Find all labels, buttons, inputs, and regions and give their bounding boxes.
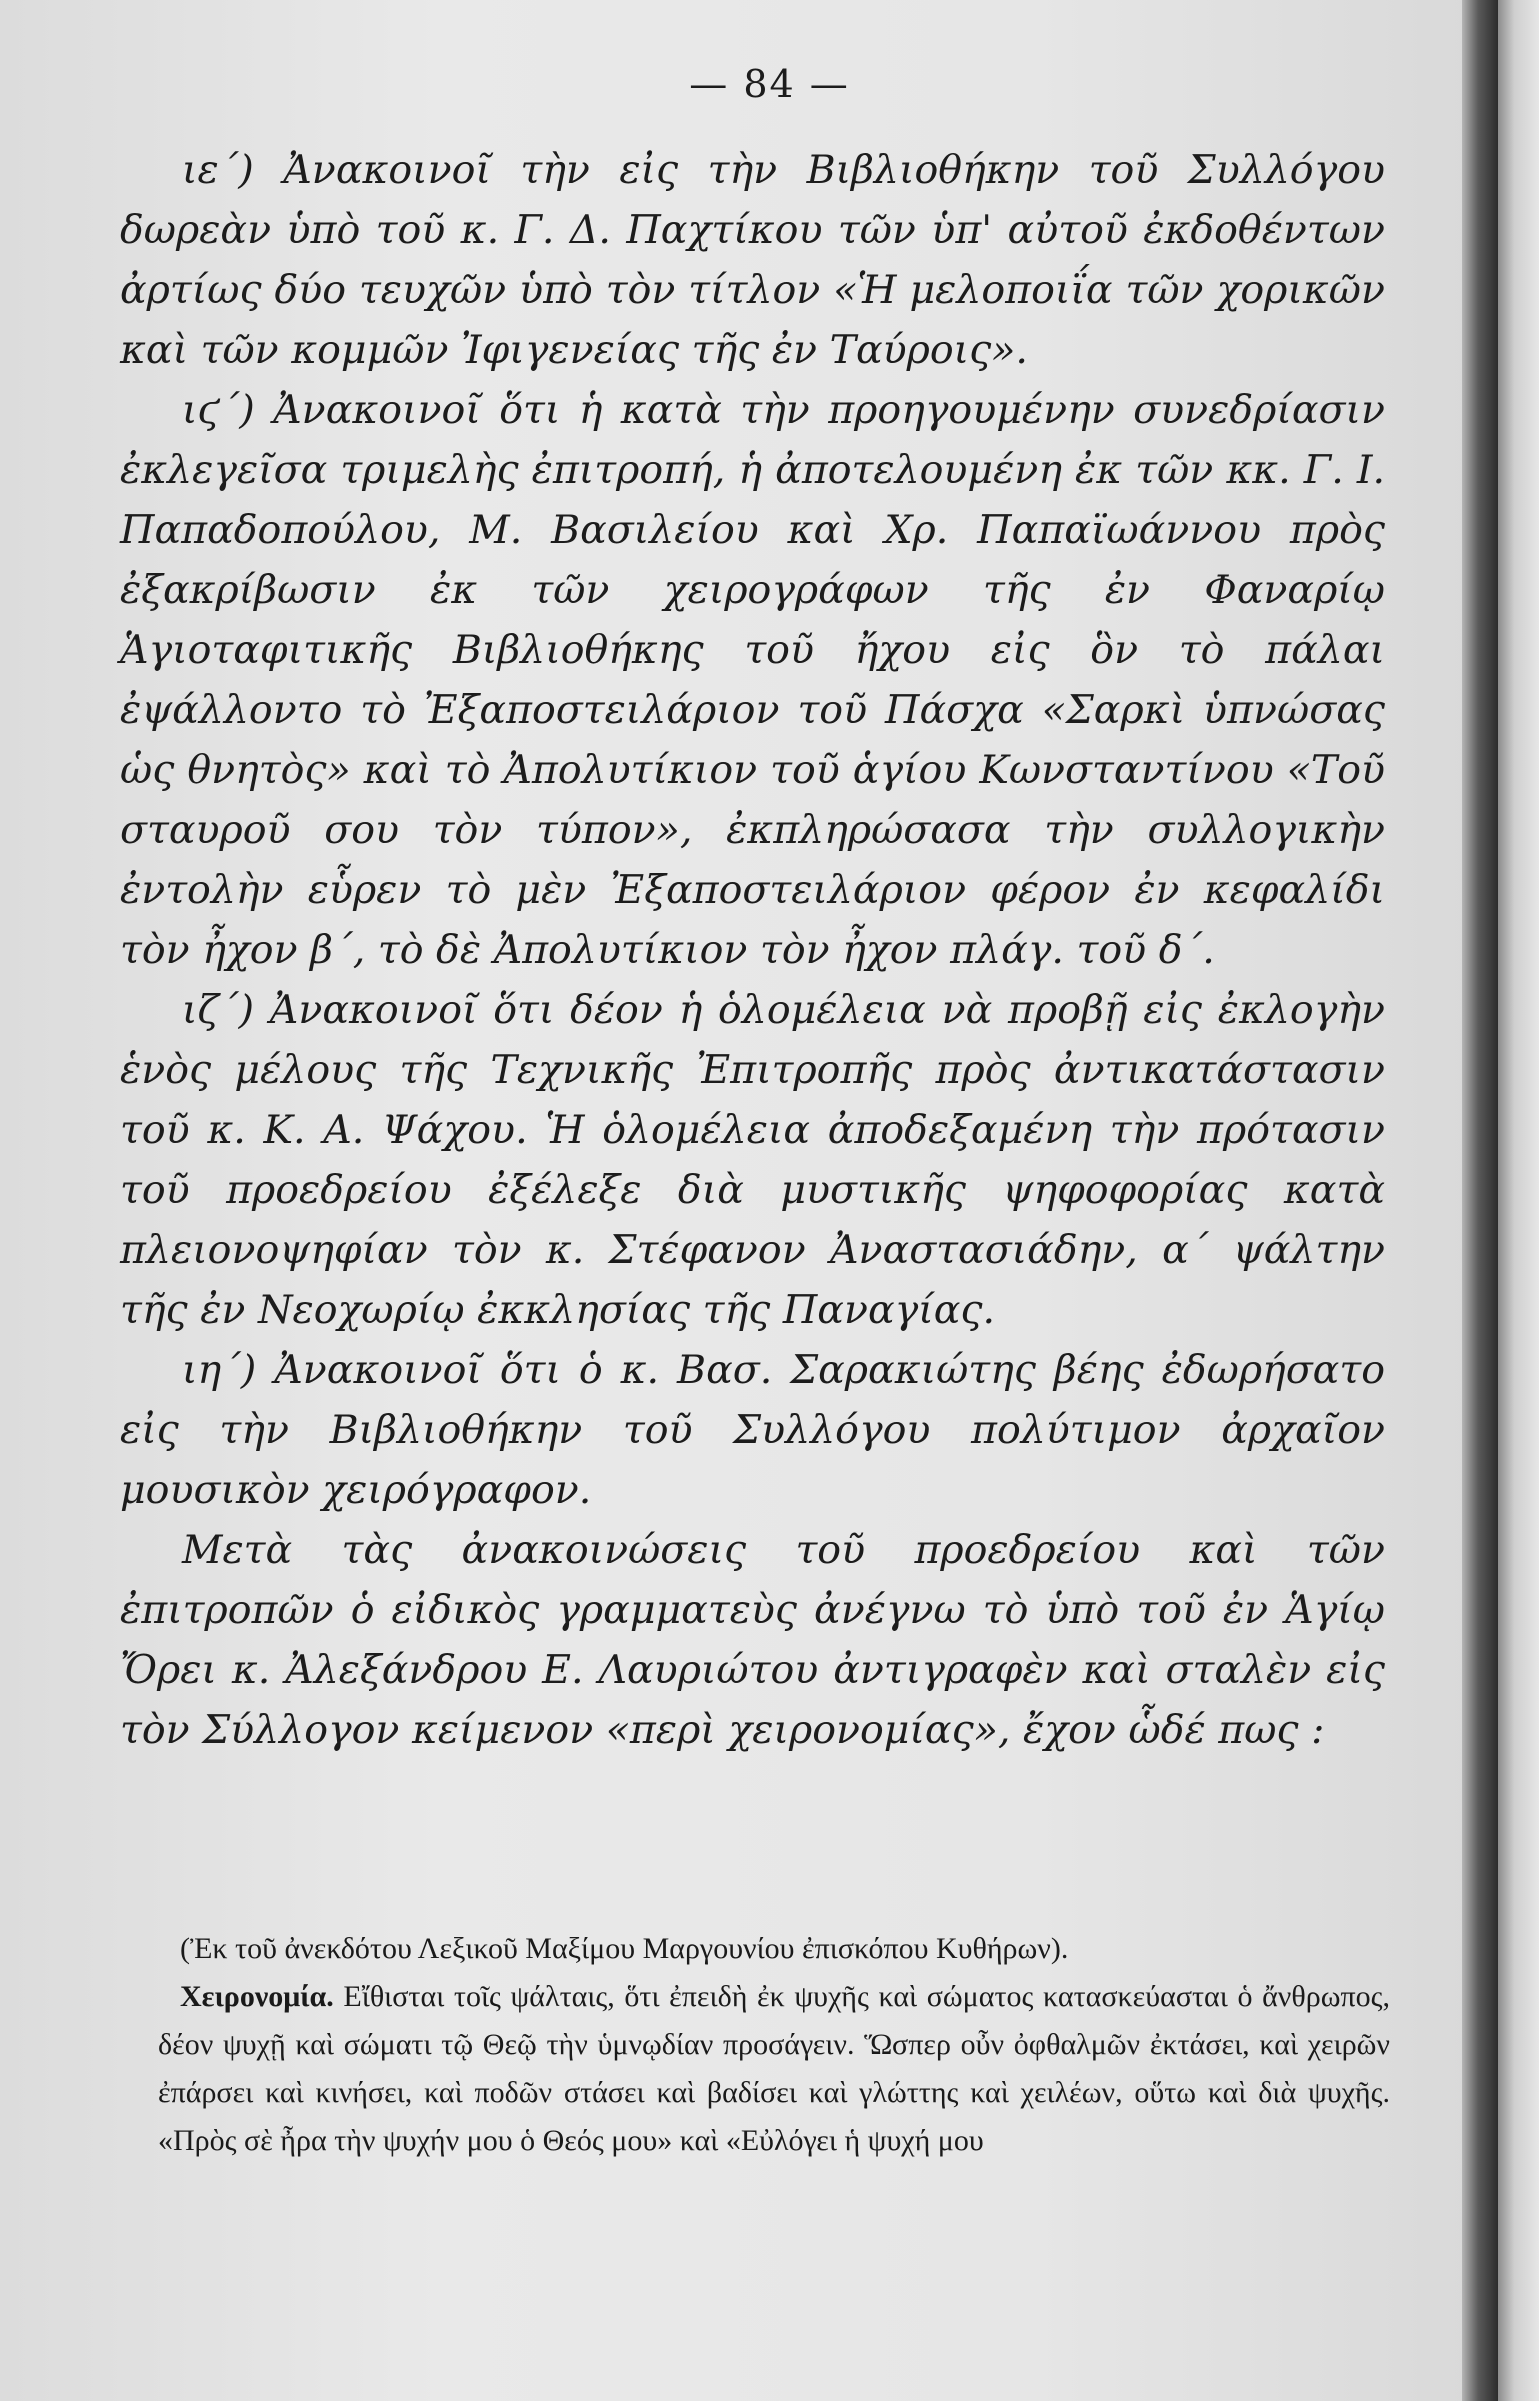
paragraph-item-17: ιζ΄) Ἀνακοινοῖ ὅτι δέον ἡ ὁλομέλεια νὰ προβῇ εἰς ἐκλογὴν ἑνὸς μέλους τῆς Τεχνικῆς Ἐπιτροπῆς πρὸς ἀντικατάστασιν τοῦ κ. Κ. Α. Ψάχου. Ἡ ὁλομέλεια ἀποδεξαμένη τὴν πρότασιν τοῦ προεδρείου ἐξέλεξε διὰ μυστικῆς ψηφοφορίας κατὰ πλειονοψηφίαν τὸν κ. Στέφανον Ἀναστασιάδην, α΄ ψάλτην τῆς ἐν Νεοχωρίῳ ἐκκλησίας τῆς Παναγίας. [120, 987, 1385, 1333]
main-text [120, 140, 1385, 1760]
scan-margin [1498, 0, 1539, 2401]
page-number: — 84 — [689, 62, 850, 106]
quote-source: (Ἐκ τοῦ ἀνεκδότου Λεξικοῦ Μαξίμου Μαργουνίου ἐπισκόπου Κυθήρων). [180, 1932, 1069, 1965]
binding-shadow [1462, 0, 1498, 2401]
paragraph-reading: Μετὰ τὰς ἀνακοινώσεις τοῦ προεδρείου καὶ τῶν ἐπιτροπῶν ὁ εἰδικὸς γραμματεὺς ἀνέγνω τὸ ὑπὸ τοῦ ἐν Ἁγίῳ Ὄρει κ. Ἀλεξάνδρου Ε. Λαυριώτου ἀντιγραφὲν καὶ σταλὲν εἰς τὸν Σύλλογον κείμενον «περὶ χειρονομίας», ἔχον ὧδέ πως : [120, 1527, 1385, 1753]
quote-lemma: Χειρονομία. [180, 1980, 334, 2013]
paragraph-item-16: ιϛ΄) Ἀνακοινοῖ ὅτι ἡ κατὰ τὴν προηγουμένην συνεδρίασιν ἐκλεγεῖσα τριμελὴς ἐπιτροπή, ἡ ἀποτελουμένη ἐκ τῶν κκ. Γ. Ι. Παπαδοπούλου, Μ. Βασιλείου καὶ Χρ. Παπαϊωάννου πρὸς ἐξακρίβωσιν ἐκ τῶν χειρογράφων τῆς ἐν Φαναρίῳ Ἁγιοταφιτικῆς Βιβλιοθήκης τοῦ ἤχου εἰς ὃν τὸ πάλαι ἐψάλλοντο τὸ Ἐξαποστειλάριον τοῦ Πάσχα «Σαρκὶ ὑπνώσας ὡς θνητὸς» καὶ τὸ Ἀπολυτίκιον τοῦ ἁγίου Κωνσταντίνου «Τοῦ σταυροῦ σου τὸν τύπον», ἐκπληρώσασα τὴν συλλογικὴν ἐντολὴν εὗρεν τὸ μὲν Ἐξαποστειλάριον φέρον ἐν κεφαλίδι τὸν ἦχον β΄, τὸ δὲ Ἀπολυτίκιον τὸν ἦχον πλάγ. τοῦ δ΄. [120, 387, 1385, 973]
quote-body [158, 1973, 1390, 2165]
quoted-excerpt [158, 1925, 1390, 2165]
quote-text: Εἴθισται τοῖς ψάλταις, ὅτι ἐπειδὴ ἐκ ψυχῆς καὶ σώματος κατασκεύασται ὁ ἄνθρωπος, δέον ψυχῇ καὶ σώματι τῷ Θεῷ τὴν ὑμνῳδίαν προσάγειν. Ὥσπερ οὖν ὀφθαλμῶν ἐκτάσει, καὶ χειρῶν ἐπάρσει καὶ κινήσει, καὶ ποδῶν στάσει καὶ βαδίσει καὶ γλώττης καὶ χειλέων, οὕτω καὶ διὰ ψυχῆς. «Πρὸς σὲ ἦρα τὴν ψυχήν μου ὁ Θεός μου» καὶ «Εὐλόγει ἡ ψυχή μου [158, 1980, 1390, 2157]
paragraph-item-18: ιη΄) Ἀνακοινοῖ ὅτι ὁ κ. Βασ. Σαρακιώτης βέης ἐδωρήσατο εἰς τὴν Βιβλιοθήκην τοῦ Συλλόγου πολύτιμον ἀρχαῖον μουσικὸν χειρόγραφον. [120, 1347, 1385, 1513]
paragraph-item-15: ιε΄) Ἀνακοινοῖ τὴν εἰς τὴν Βιβλιοθήκην τοῦ Συλλόγου δωρεὰν ὑπὸ τοῦ κ. Γ. Δ. Παχτίκου τῶν ὑπ' αὐτοῦ ἐκδοθέντων ἀρτίως δύο τευχῶν ὑπὸ τὸν τίτλον «Ἡ μελοποιΐα τῶν χορικῶν καὶ τῶν κομμῶν Ἰφιγενείας τῆς ἐν Ταύροις». [120, 147, 1385, 373]
